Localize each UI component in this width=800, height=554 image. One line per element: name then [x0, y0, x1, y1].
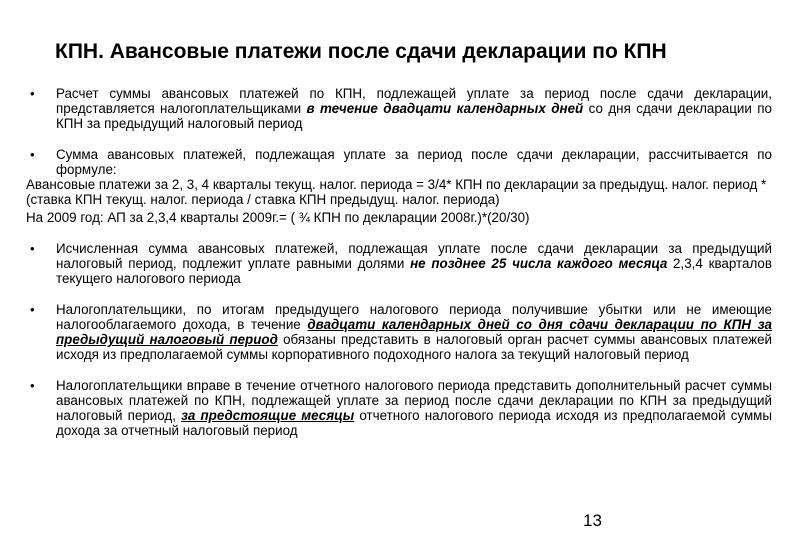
bullet-icon: •	[30, 378, 35, 393]
bullet-item-2	[26, 147, 772, 177]
formula-line: Авансовые платежи за 2, 3, 4 кварталы текущ. налог. периода = 3/4* КПН по декларации за предыдущ. налог. период * (ставка КПН текущ. налог. периода / ставка КПН предыдущ. налог. периода)	[26, 177, 767, 207]
bullet-icon: •	[30, 147, 35, 162]
emphasis-text: в течение двадцати календарных дней	[306, 101, 584, 116]
bullet-icon: •	[30, 241, 35, 256]
slide-title: КПН. Авансовые платежи после сдачи декларации по КПН	[55, 40, 667, 63]
text: 2,3,4 кварталов текущего налогового периода	[56, 256, 772, 286]
bullet-item-5	[26, 378, 772, 438]
emphasis-text: за предстоящие месяцы	[181, 408, 355, 423]
page-number: 13	[583, 511, 602, 530]
text: со дня сдачи декларации по КПН за предыдущий налоговый период	[56, 101, 772, 131]
bullet-icon: •	[30, 86, 35, 101]
text: Налогоплательщики, по итогам предыдущего налогового периода получившие убытки или не имеющие налогооблагаемого дохода, в течение	[56, 302, 772, 332]
text: обязаны представить в налоговый орган расчет суммы авансовых платежей исходя из предполагаемой суммы корпоративного подоходного налога за текущий налоговый период	[56, 332, 773, 362]
bullet-item-4	[26, 302, 772, 362]
emphasis-text: двадцати календарных дней со дня сдачи декларации по КПН за предыдущий налоговый период	[56, 317, 772, 347]
bullet-icon: •	[30, 302, 35, 317]
text: Налогоплательщики вправе в течение отчетного налогового периода представить дополнительный расчет суммы авансовых платежей по КПН, подлежащей уплате за период после сдачи декларации по КПН за предыдущий налоговый период,	[56, 378, 772, 423]
emphasis-text: не позднее 25 числа каждого месяца	[410, 256, 668, 271]
text: Сумма авансовых платежей, подлежащая уплате за период после сдачи декларации, рассчитывается по формуле:	[56, 147, 772, 177]
slide-content	[26, 86, 772, 438]
text: Расчет суммы авансовых платежей по КПН, подлежащей уплате за период после сдачи декларации, представляется налогоплательщиками	[56, 86, 772, 116]
formula-2009: На 2009 год: АП за 2,3,4 кварталы 2009г.= ( ¾ КПН по декларации 2008г.)*(20/30)	[26, 210, 530, 225]
bullet-item-3	[26, 241, 772, 286]
bullet-item-1	[26, 86, 772, 131]
text: отчетного налогового периода исходя из предполагаемой суммы дохода за отчетный налоговый период	[56, 408, 772, 438]
text: Исчисленная сумма авансовых платежей, подлежащая уплате после сдачи декларации за предыдущий налоговый период, подлежит уплате равными долями	[56, 241, 772, 271]
